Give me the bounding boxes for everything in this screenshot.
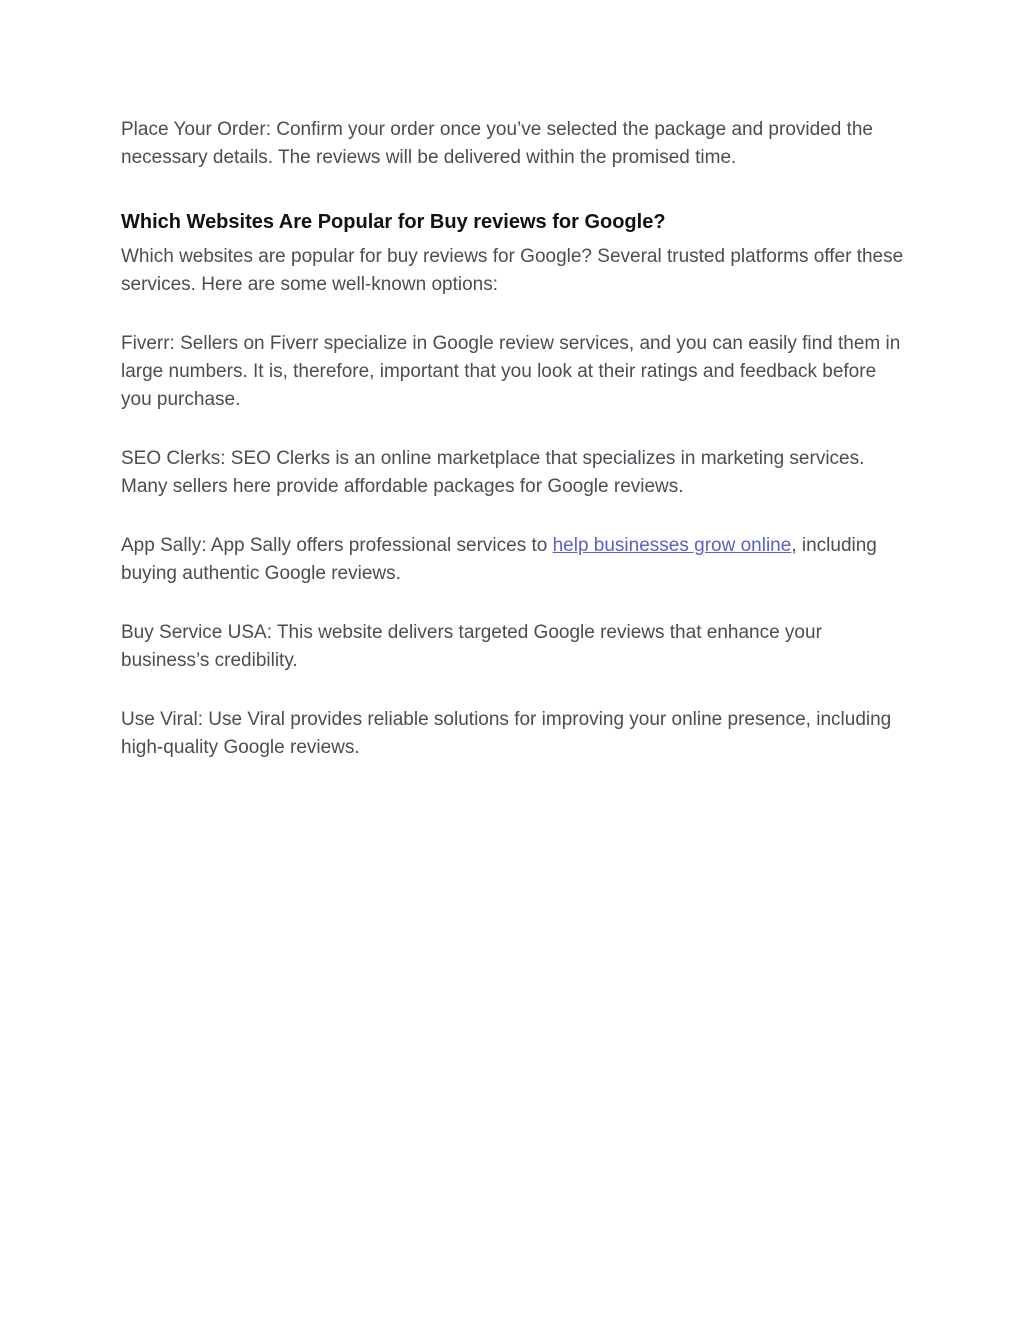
- app-sally-text-before: App Sally: App Sally offers professional services to: [121, 535, 553, 556]
- section-heading: Which Websites Are Popular for Buy reviews for Google?: [121, 211, 666, 233]
- app-sally-text-after: , including buying authentic Google reviews.: [121, 535, 877, 584]
- help-businesses-grow-online-link[interactable]: help businesses grow online: [552, 535, 792, 556]
- fiverr-paragraph: Fiverr: Sellers on Fiverr specialize in Google review services, and you can easily find them in large numbers. It is, therefore, important that you look at their ratings and feedback before you purchase.: [121, 333, 901, 410]
- intro-paragraph: Place Your Order: Confirm your order once you’ve selected the package and provided the necessary details. The reviews will be delivered within the promised time.: [121, 119, 874, 168]
- app-sally-paragraph: [121, 532, 911, 588]
- section-lead-paragraph: Which websites are popular for buy reviews for Google? Several trusted platforms offer these services. Here are some well-known options:: [121, 246, 904, 295]
- document-page: [121, 116, 911, 793]
- use-viral-paragraph: Use Viral: Use Viral provides reliable solutions for improving your online presence, including high-quality Google reviews.: [121, 709, 892, 758]
- seo-clerks-paragraph: SEO Clerks: SEO Clerks is an online marketplace that specializes in marketing services. Many sellers here provide affordable packages for Google reviews.: [121, 448, 865, 497]
- buy-service-usa-paragraph: Buy Service USA: This website delivers targeted Google reviews that enhance your business’s credibility.: [121, 622, 822, 671]
